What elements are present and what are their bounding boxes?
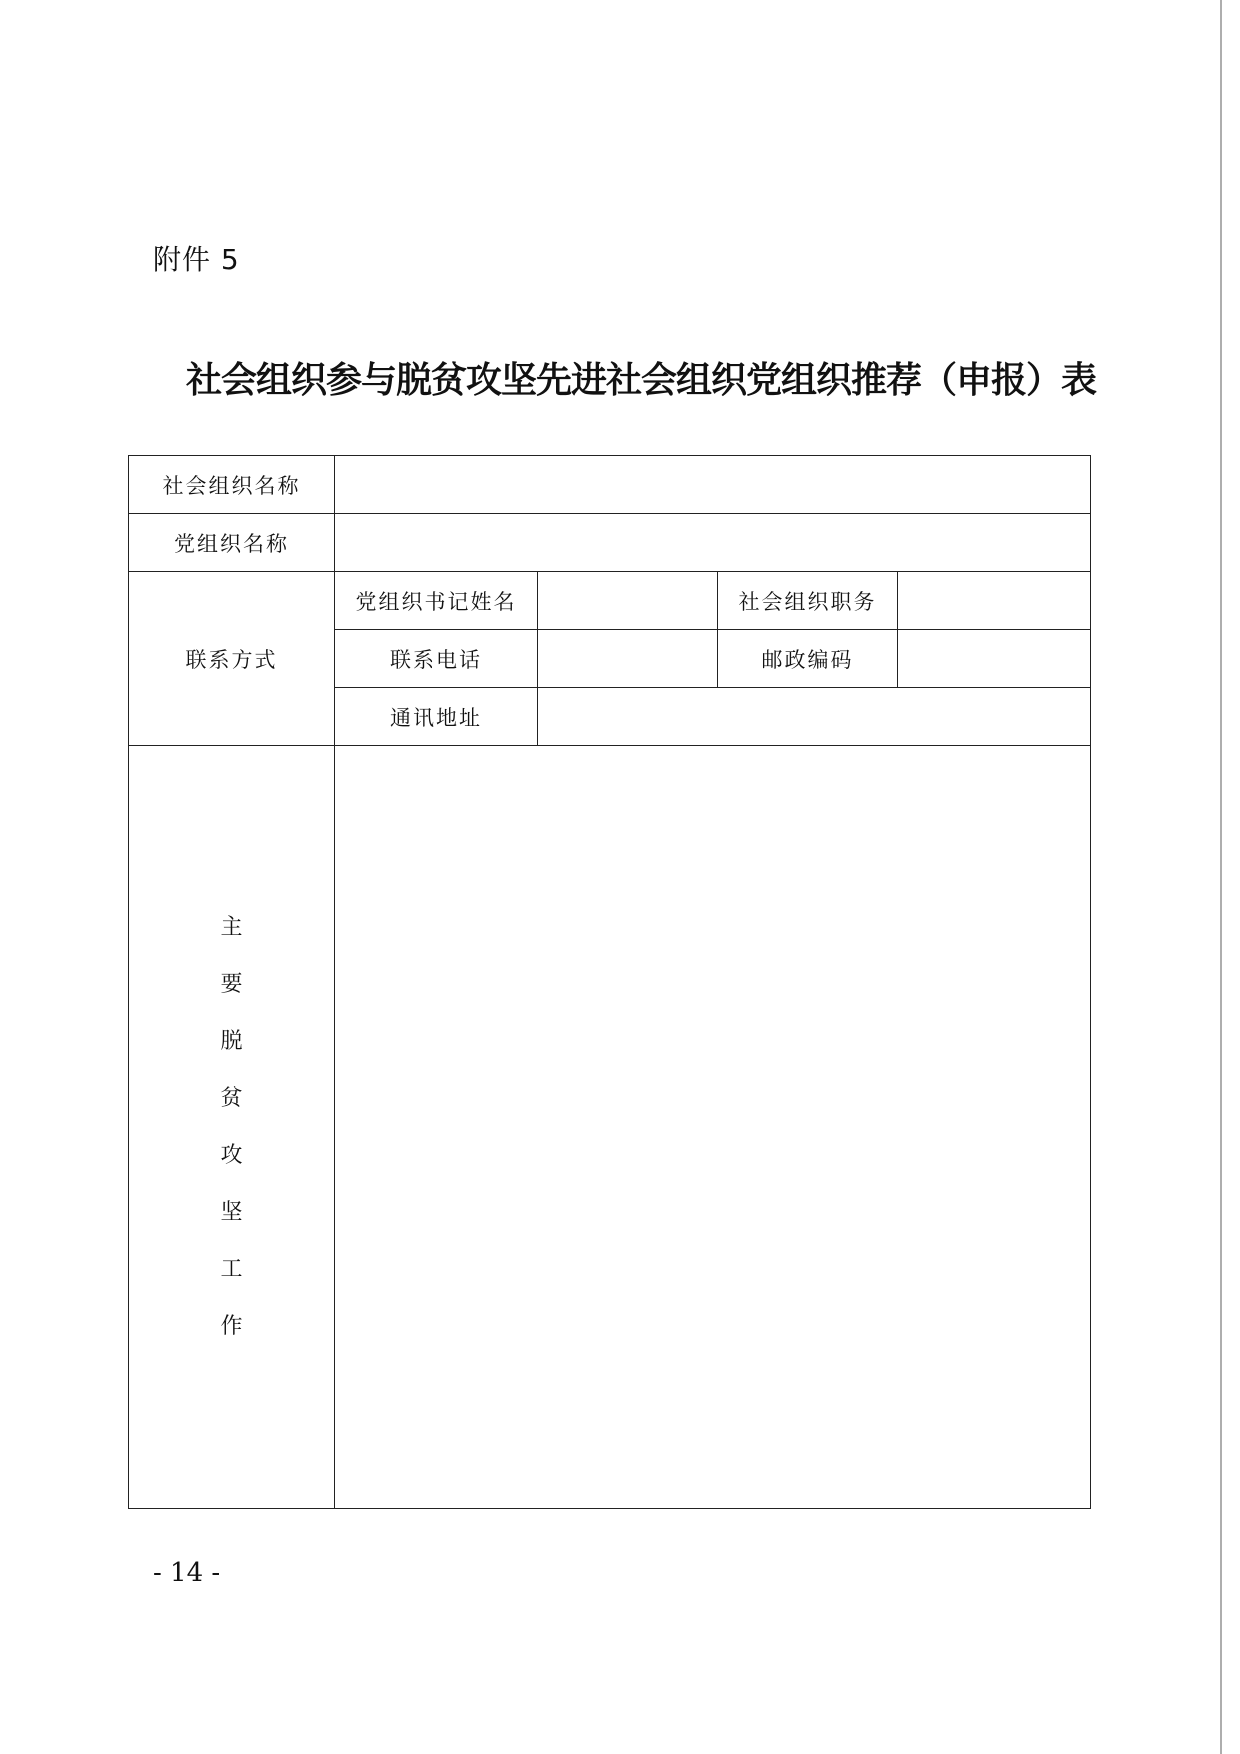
phone-label: 联系电话 xyxy=(335,630,538,688)
org-name-field[interactable] xyxy=(335,456,1091,514)
form-row-org-name xyxy=(129,456,1091,514)
main-work-label-char: 工 xyxy=(220,1257,243,1282)
postal-code-field[interactable] xyxy=(898,630,1091,688)
main-work-label-char: 攻 xyxy=(220,1143,243,1168)
document-title: 社会组织参与脱贫攻坚先进社会组织党组织推荐（申报）表 xyxy=(186,359,1097,401)
phone-field[interactable] xyxy=(538,630,718,688)
attachment-label: 附件 5 xyxy=(153,243,240,276)
main-work-label-char: 坚 xyxy=(220,1200,243,1225)
party-org-name-field[interactable] xyxy=(335,514,1091,572)
form-row-party-org-name xyxy=(129,514,1091,572)
main-work-label-char: 贫 xyxy=(220,1086,243,1111)
secretary-name-label: 党组织书记姓名 xyxy=(335,572,538,630)
org-position-label: 社会组织职务 xyxy=(718,572,898,630)
main-work-label-char: 脱 xyxy=(220,1029,243,1054)
org-name-label: 社会组织名称 xyxy=(129,456,335,514)
main-work-label-char: 主 xyxy=(220,915,243,940)
main-work-label-char: 要 xyxy=(220,972,243,997)
main-work-label xyxy=(217,899,247,1355)
address-label: 通讯地址 xyxy=(335,688,538,746)
main-work-field[interactable] xyxy=(335,746,1091,1509)
postal-code-label: 邮政编码 xyxy=(718,630,898,688)
main-work-label-char: 作 xyxy=(220,1314,243,1339)
party-org-name-label: 党组织名称 xyxy=(129,514,335,572)
org-position-field[interactable] xyxy=(898,572,1091,630)
recommendation-form-table xyxy=(128,455,1091,1509)
secretary-name-field[interactable] xyxy=(538,572,718,630)
form-row-main-work xyxy=(129,746,1091,1509)
form-row-secretary xyxy=(129,572,1091,630)
scan-edge-line xyxy=(1220,0,1222,1754)
main-work-label-cell xyxy=(129,746,335,1509)
contact-label: 联系方式 xyxy=(129,572,335,746)
address-field[interactable] xyxy=(538,688,1091,746)
page-number: - 14 - xyxy=(153,1558,221,1588)
